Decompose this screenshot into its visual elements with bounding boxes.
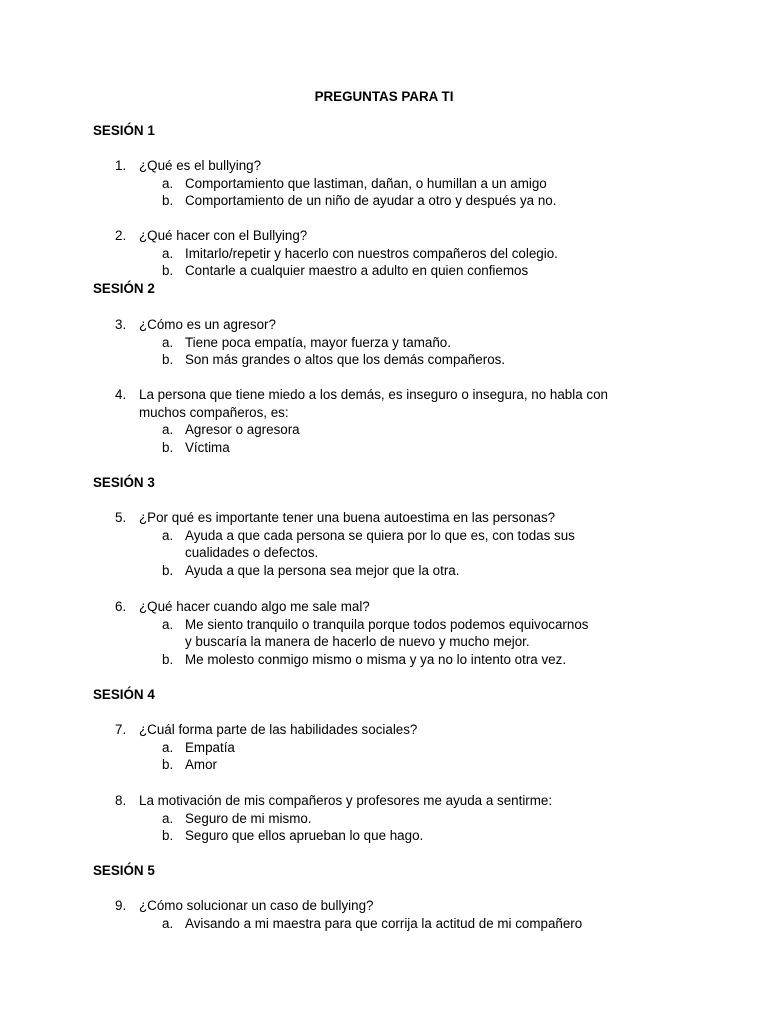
session-heading: SESIÓN 1 <box>93 123 155 138</box>
option-item <box>115 616 590 651</box>
option-item <box>115 334 675 352</box>
question-text: La motivación de mis compañeros y profesores me ayuda a sentirme: <box>139 793 553 808</box>
page-title: PREGUNTAS PARA TI <box>314 89 454 104</box>
option-letter: b. <box>162 352 174 368</box>
option-text: Imitarlo/repetir y hacerlo con nuestros compañeros del colegio. <box>185 245 558 261</box>
option-text: Avisando a mi maestra para que corrija la actitud de mi compañero <box>185 915 583 931</box>
option-text: Agresor o agresora <box>185 422 300 438</box>
option-list <box>115 245 675 280</box>
option-item <box>115 756 675 774</box>
option-list <box>115 739 675 774</box>
option-list <box>115 915 675 933</box>
question-text: ¿Qué hacer con el Bullying? <box>139 228 308 243</box>
question-number: 6. <box>115 599 127 614</box>
question-item <box>115 157 675 210</box>
option-letter: b. <box>162 562 174 578</box>
option-text: Me molesto conmigo mismo o misma y ya no lo intento otra vez. <box>185 651 567 667</box>
question-text: ¿Qué hacer cuando algo me sale mal? <box>139 599 370 614</box>
option-text: Contarle a cualquier maestro a adulto en quien confiemos <box>185 263 529 279</box>
option-letter: b. <box>162 651 174 667</box>
option-list <box>115 527 675 580</box>
question-text: ¿Cómo es un agresor? <box>139 317 276 332</box>
option-letter: a. <box>162 422 174 438</box>
question-text: La persona que tiene miedo a los demás, es inseguro o insegura, no habla con muchos compañeros, es: <box>139 387 608 420</box>
question-number: 8. <box>115 793 127 808</box>
option-letter: a. <box>162 739 174 755</box>
question-item <box>115 316 675 369</box>
question-number: 3. <box>115 317 127 332</box>
option-item <box>115 810 675 828</box>
question-item <box>115 897 675 932</box>
option-item <box>115 245 675 263</box>
option-list <box>115 616 675 669</box>
option-item <box>115 562 675 580</box>
option-text: Seguro de mi mismo. <box>185 810 312 826</box>
question-number: 7. <box>115 722 127 737</box>
option-text: Ayuda a que cada persona se quiera por lo que es, con todas sus cualidades o defectos. <box>185 527 575 561</box>
option-item <box>115 192 675 210</box>
option-text: Ayuda a que la persona sea mejor que la otra. <box>185 562 460 578</box>
option-item <box>115 175 675 193</box>
question-item <box>115 792 675 845</box>
option-list <box>115 175 675 210</box>
option-letter: b. <box>162 439 174 455</box>
option-text: Comportamiento que lastiman, dañan, o humillan a un amigo <box>185 175 547 191</box>
question-item <box>115 721 675 774</box>
option-letter: a. <box>162 175 174 191</box>
option-list <box>115 810 675 845</box>
session-heading: SESIÓN 3 <box>93 475 155 490</box>
option-letter: a. <box>162 810 174 826</box>
option-text: Son más grandes o altos que los demás compañeros. <box>185 352 506 368</box>
option-item <box>115 351 675 369</box>
option-text: Empatía <box>185 739 235 755</box>
option-letter: a. <box>162 245 174 261</box>
option-text: Seguro que ellos aprueban lo que hago. <box>185 828 424 844</box>
option-text: Me siento tranquilo o tranquila porque todos podemos equivocarnos y buscaría la manera de hacerlo de nuevo y mucho mejor. <box>185 616 589 650</box>
option-list <box>115 334 675 369</box>
option-item <box>115 915 675 933</box>
question-item <box>115 509 675 579</box>
question-text: ¿Cómo solucionar un caso de bullying? <box>139 898 374 913</box>
option-item <box>115 527 605 562</box>
option-letter: b. <box>162 193 174 209</box>
question-text: ¿Cuál forma parte de las habilidades sociales? <box>139 722 418 737</box>
question-item <box>115 227 675 280</box>
question-number: 1. <box>115 158 127 173</box>
option-text: Tiene poca empatía, mayor fuerza y tamaño. <box>185 334 451 350</box>
question-number: 2. <box>115 228 127 243</box>
question-text: ¿Qué es el bullying? <box>139 158 262 173</box>
question-number: 9. <box>115 898 127 913</box>
option-letter: a. <box>162 616 174 632</box>
option-item <box>115 421 675 439</box>
option-item <box>115 439 675 457</box>
option-text: Comportamiento de un niño de ayudar a otro y después ya no. <box>185 193 557 209</box>
question-number: 5. <box>115 510 127 525</box>
session-heading: SESIÓN 5 <box>93 863 155 878</box>
option-text: Víctima <box>185 439 230 455</box>
option-letter: a. <box>162 915 174 931</box>
option-letter: a. <box>162 334 174 350</box>
option-letter: b. <box>162 828 174 844</box>
option-item <box>115 739 675 757</box>
question-item <box>115 386 675 456</box>
option-item <box>115 651 675 669</box>
session-heading: SESIÓN 4 <box>93 687 155 702</box>
option-text: Amor <box>185 757 217 773</box>
option-item <box>115 827 675 845</box>
option-letter: b. <box>162 757 174 773</box>
option-letter: a. <box>162 527 174 543</box>
question-number: 4. <box>115 387 127 402</box>
option-letter: b. <box>162 263 174 279</box>
question-item <box>115 598 675 668</box>
option-list <box>115 421 675 456</box>
session-heading: SESIÓN 2 <box>93 281 155 296</box>
option-item <box>115 262 675 280</box>
question-text: ¿Por qué es importante tener una buena autoestima en las personas? <box>139 510 556 525</box>
